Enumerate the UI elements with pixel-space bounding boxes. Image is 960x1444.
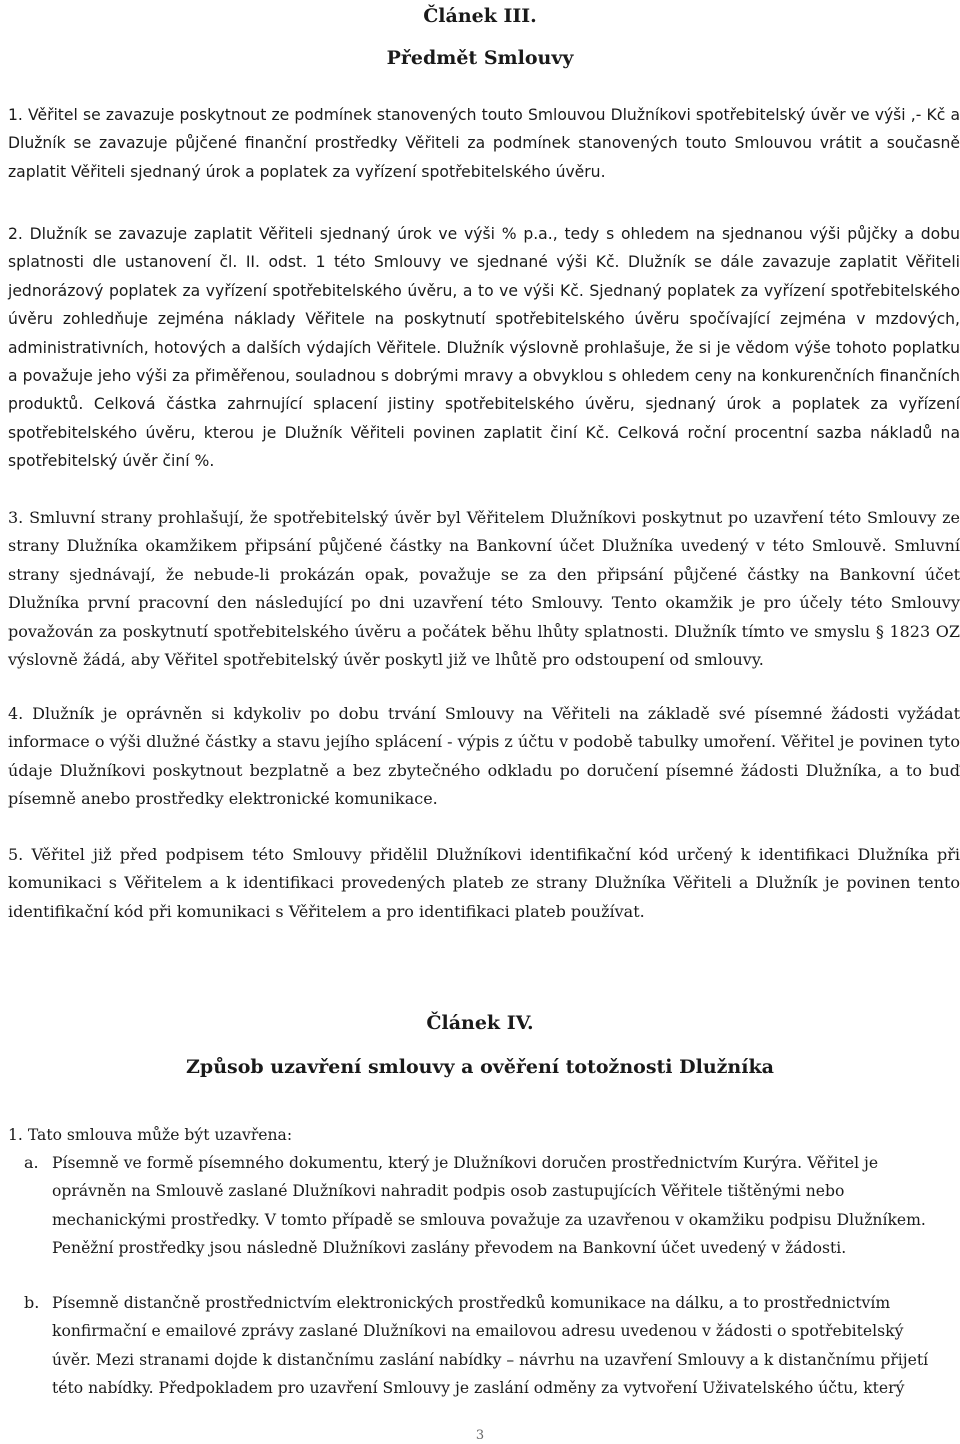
article-3-paragraph-3: 3. Smluvní strany prohlašují, že spotřebitelský úvěr byl Věřitelem Dlužníkovi poskytnut po uzavření této Smlouvy ze strany Dlužníka okamžikem připsání půjčené částky na Bankovní účet Dlužníka uvedený v této Smlouvě. Smluvní strany sjednávají, že nebude-li prokázán opak, považuje se za den připsání půjčené částky na Bankovní účet Dlužníka první pracovní den následující po dni uzavření této Smlouvy. Tento okamžik je pro účely této Smlouvy považován za poskytnutí spotřebitelského úvěru a počátek běhu lhůty splatnosti. Dlužník tímto ve smyslu § 1823 OZ výslovně žádá, aby Věřitel spotřebitelský úvěr poskytl již ve lhůtě pro odstoupení od smlouvy.: [8, 508, 960, 670]
article-3-title: Článek III.: [423, 5, 537, 27]
subitem-a-marker: a.: [24, 1153, 39, 1172]
article-3-paragraph-2: 2. Dlužník se zavazuje zaplatit Věřiteli sjednaný úrok ve výši % p.a., tedy s ohledem na sjednanou výši půjčky a dobu splatnosti dle ustanovení čl. II. odst. 1 této Smlouvy ve sjednané výši Kč. Dlužník se dále zavazuje zaplatit Věřiteli jednorázový poplatek za vyřízení spotřebitelského úvěru, a to ve výši Kč. Sjednaný poplatek za vyřízení spotřebitelského úvěru zohledňuje zejména náklady Věřitele na poskytnutí spotřebitelského úvěru spočívající zejména v mzdových, administrativních, hotových a dalších výdajích Věřitele. Dlužník výslovně prohlašuje, že si je vědom výše tohoto poplatku a považuje jeho výši za přiměřenou, souladnou s dobrými mravy a obvyklou s ohledem ceny na konkurenčních finančních produktů. Celková částka zahrnující splacení jistiny spotřebitelského úvěru, sjednaný úrok a poplatek za vyřízení spotřebitelského úvěru, kterou je Dlužník Věřiteli povinen zaplatit činí Kč. Celková roční procentní sazba nákladů na spotřebitelský úvěr činí %.: [8, 225, 960, 471]
article-3-subtitle: Předmět Smlouvy: [386, 47, 574, 69]
article-4-subitem-a: [24, 1149, 940, 1263]
article-4-subitem-b: [24, 1289, 940, 1403]
article-4-item-1: 1. Tato smlouva může být uzavřena:: [8, 1126, 293, 1144]
page-number: 3: [475, 1428, 485, 1443]
article-4-title: Článek IV.: [426, 1012, 534, 1034]
article-3-paragraph-4: 4. Dlužník je oprávněn si kdykoliv po dobu trvání Smlouvy na Věřiteli na základě své písemné žádosti vyžádat informace o výši dlužné částky a stavu jejího splácení - výpis z účtu v podobě tabulky umoření. Věřitel je povinen tyto údaje Dlužníkovi poskytnout bezplatně a bez zbytečného odkladu po doručení písemné žádosti Dlužníka, a to buď písemně anebo prostředky elektronické komunikace.: [8, 704, 960, 809]
subitem-b-text: Písemně distančně prostřednictvím elektronických prostředků komunikace na dálku, a to prostřednictvím konfirmační e emailové zprávy zaslané Dlužníkovi na emailovou adresu uvedenou v žádosti o spotřebitelský úvěr. Mezi stranami dojde k distančnímu zaslání nabídky – návrhu na uzavření Smlouvy a k distančnímu přijetí této nabídky. Předpokladem pro uzavření Smlouvy je zaslání odměny za vytvoření Uživatelského účtu, který: [52, 1294, 929, 1398]
subitem-a-text: Písemně ve formě písemného dokumentu, který je Dlužníkovi doručen prostřednictvím Kurýra. Věřitel je oprávněn na Smlouvě zaslané Dlužníkovi nahradit podpis osob zastupujících Věřitele tištěnými nebo mechanickými prostředky. V tomto případě se smlouva považuje za uzavřenou v okamžiku podpisu Dlužníkem. Peněžní prostředky jsou následně Dlužníkovi zaslány převodem na Bankovní účet uvedený v žádosti.: [52, 1154, 926, 1258]
article-3-paragraph-5: 5. Věřitel již před podpisem této Smlouvy přidělil Dlužníkovi identifikační kód určený k identifikaci Dlužníka při komunikaci s Věřitelem a k identifikaci provedených plateb ze strany Dlužníka Věřiteli a Dlužník je povinen tento identifikační kód při komunikaci s Věřitelem a pro identifikaci plateb používat.: [8, 845, 960, 921]
article-4-subtitle: Způsob uzavření smlouvy a ověření totožnosti Dlužníka: [186, 1056, 774, 1078]
article-3-paragraph-1: 1. Věřitel se zavazuje poskytnout ze podmínek stanovených touto Smlouvou Dlužníkovi spotřebitelský úvěr ve výši ,- Kč a Dlužník se zavazuje půjčené finanční prostředky Věřiteli za podmínek stanovených touto Smlouvou vrátit a současně zaplatit Věřiteli sjednaný úrok a poplatek za vyřízení spotřebitelského úvěru.: [8, 106, 960, 181]
subitem-b-marker: b.: [24, 1293, 40, 1312]
